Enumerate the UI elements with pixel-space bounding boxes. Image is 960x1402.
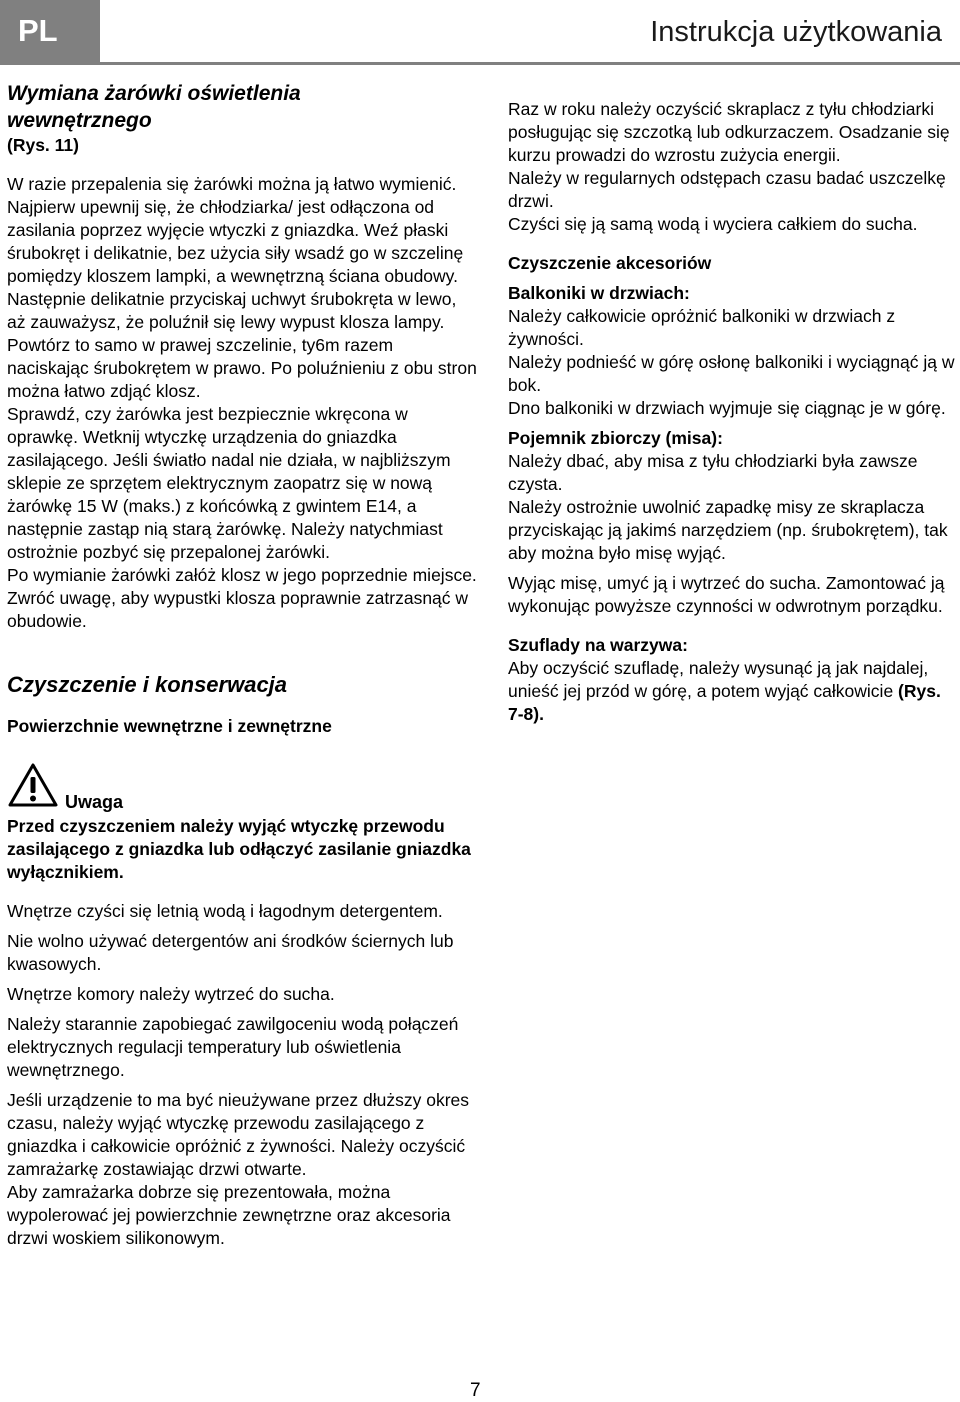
language-tab: PL — [0, 0, 100, 62]
vegetable-drawers-figure-ref: (Rys. 7-8). — [508, 681, 941, 724]
bulb-figure-ref: (Rys. 11) — [7, 135, 79, 155]
accessories-title: Czyszczenie akcesoriów — [508, 253, 712, 273]
gasket-paragraph: Należy w regularnych odstępach czasu badać uszczelkę drzwi. — [508, 168, 946, 211]
header-rule — [0, 62, 960, 65]
document-title: Instrukcja użytkowania — [650, 16, 942, 48]
drip-tray-text-2: Należy ostrożnie uwolnić zapadkę misy ze skraplacza przyciskając ją jakimś narzędziem (np. śrubokrętem), tak aby można było misę wyjąć. — [508, 497, 948, 563]
vegetable-drawers-text — [508, 657, 958, 726]
gasket-cleaning-paragraph: Czyści się ją samą wodą i wyciera całkiem do sucha. — [508, 214, 918, 234]
bulb-paragraph-3: Po wymianie żarówki załóż klosz w jego poprzednie miejsce. Zwróć uwagę, aby wypustki klosza poprawnie zatrzasnąć w obudowie. — [7, 565, 477, 631]
bulb-paragraph-2: Sprawdź, czy żarówka jest bezpiecznie wkręcona w oprawkę. Wetknij wtyczkę urządzenia do gniazdka zasilającego. Jeśli światło nadal nie działa, w najbliższym sklepie ze sprzętem elektrycznym zaopatrz się w nową żarówkę 15 W (maks.) z końcówką z gwintem E14, a następnie zastąp nią starą żarówkę. Należy natychmiast ostrożnie pozbyć się przepalonej żarówki. — [7, 404, 451, 562]
right-column — [508, 98, 958, 726]
surfaces-title: Powierzchnie wewnętrzne i zewnętrzne — [7, 716, 332, 736]
door-balconies-text-3: Dno balkoniki w drzwiach wyjmuje się ciągnąc je w górę. — [508, 398, 946, 418]
warning-heading — [7, 762, 477, 812]
page-header — [0, 0, 960, 66]
bulb-paragraph-1: W razie przepalenia się żarówki można ją łatwo wymienić. Najpierw upewnij się, że chłodziarka/ jest odłączona od zasilania poprzez wyjęcie wtyczki z gniazdka. Weź płaski śrubokręt i delikatnie, bez użycia siły wsadź go w szczelinę pomiędzy kloszem lampki, a wewnętrzną ściana obudowy. Następnie delikatnie przyciskaj uchwyt śrubokręta w lewo, aż zauważysz, że poluźnił się lewy wypust klosza lampy. Powtórz to samo w prawej szczelinie, ty6m razem naciskając śrubokrętem w prawo. Po poluźnieniu z obu stron można łatwo zdjąć klosz. — [7, 174, 477, 401]
vegetable-drawers-body: Aby oczyścić szufladę, należy wysunąć ją jak najdalej, unieść jej przód w górę, a potem wyjąć całkowicie — [508, 658, 929, 701]
door-balconies-text-2: Należy podnieść w górę osłonę balkoniki i wyciągnąć ją w bok. — [508, 352, 955, 395]
warning-label: Uwaga — [65, 792, 124, 812]
warning-icon — [7, 762, 59, 808]
cleaning-paragraph-6: Aby zamrażarka dobrze się prezentowała, można wypolerować jej powierzchnie zewnętrzne oraz akcesoria drzwi woskiem silikonowym. — [7, 1182, 451, 1248]
cleaning-title: Czyszczenie i konserwacja — [7, 672, 288, 697]
condenser-paragraph: Raz w roku należy oczyścić skraplacz z tyłu chłodziarki posługując się szczotką lub odkurzaczem. Osadzanie się kurzu prowadzi do wzrostu zużycia energii. — [508, 99, 950, 165]
cleaning-paragraph-2: Nie wolno używać detergentów ani środków ściernych lub kwasowych. — [7, 931, 454, 974]
cleaning-paragraph-4: Należy starannie zapobiegać zawilgoceniu wodą połączeń elektrycznych regulacji temperatury lub oświetlenia wewnętrznego. — [7, 1014, 459, 1080]
drip-tray-text-1: Należy dbać, aby misa z tyłu chłodziarki była zawsze czysta. — [508, 451, 918, 494]
drip-tray-text-3: Wyjąc misę, umyć ją i wytrzeć do sucha. Zamontować ją wykonując powyższe czynności w odwrotnym porządku. — [508, 573, 945, 616]
vegetable-drawers-title: Szuflady na warzywa: — [508, 635, 688, 655]
warning-text: Przed czyszczeniem należy wyjąć wtyczkę przewodu zasilającego z gniazdka lub odłączyć zasilanie gniazdka wyłącznikiem. — [7, 816, 471, 882]
cleaning-paragraph-5: Jeśli urządzenie to ma być nieużywane przez dłuższy okres czasu, należy wyjąć wtyczkę przewodu zasilającego z gniazdka i całkowicie opróżnić z żywności. Należy oczyścić zamrażarkę zostawiając drzwi otwarte. — [7, 1090, 470, 1179]
drip-tray-title: Pojemnik zbiorczy (misa): — [508, 428, 723, 448]
bulb-title-line1: Wymiana żarówki oświetlenia — [7, 82, 301, 105]
cleaning-paragraph-1: Wnętrze czyści się letnią wodą i łagodnym detergentem. — [7, 901, 443, 921]
bulb-title-line2: wewnętrznego — [7, 109, 152, 132]
page-number: 7 — [470, 1380, 481, 1401]
left-column — [7, 80, 477, 1250]
door-balconies-title: Balkoniki w drzwiach: — [508, 283, 690, 303]
cleaning-paragraph-3: Wnętrze komory należy wytrzeć do sucha. — [7, 984, 335, 1004]
door-balconies-text-1: Należy całkowicie opróżnić balkoniki w drzwiach z żywności. — [508, 306, 896, 349]
